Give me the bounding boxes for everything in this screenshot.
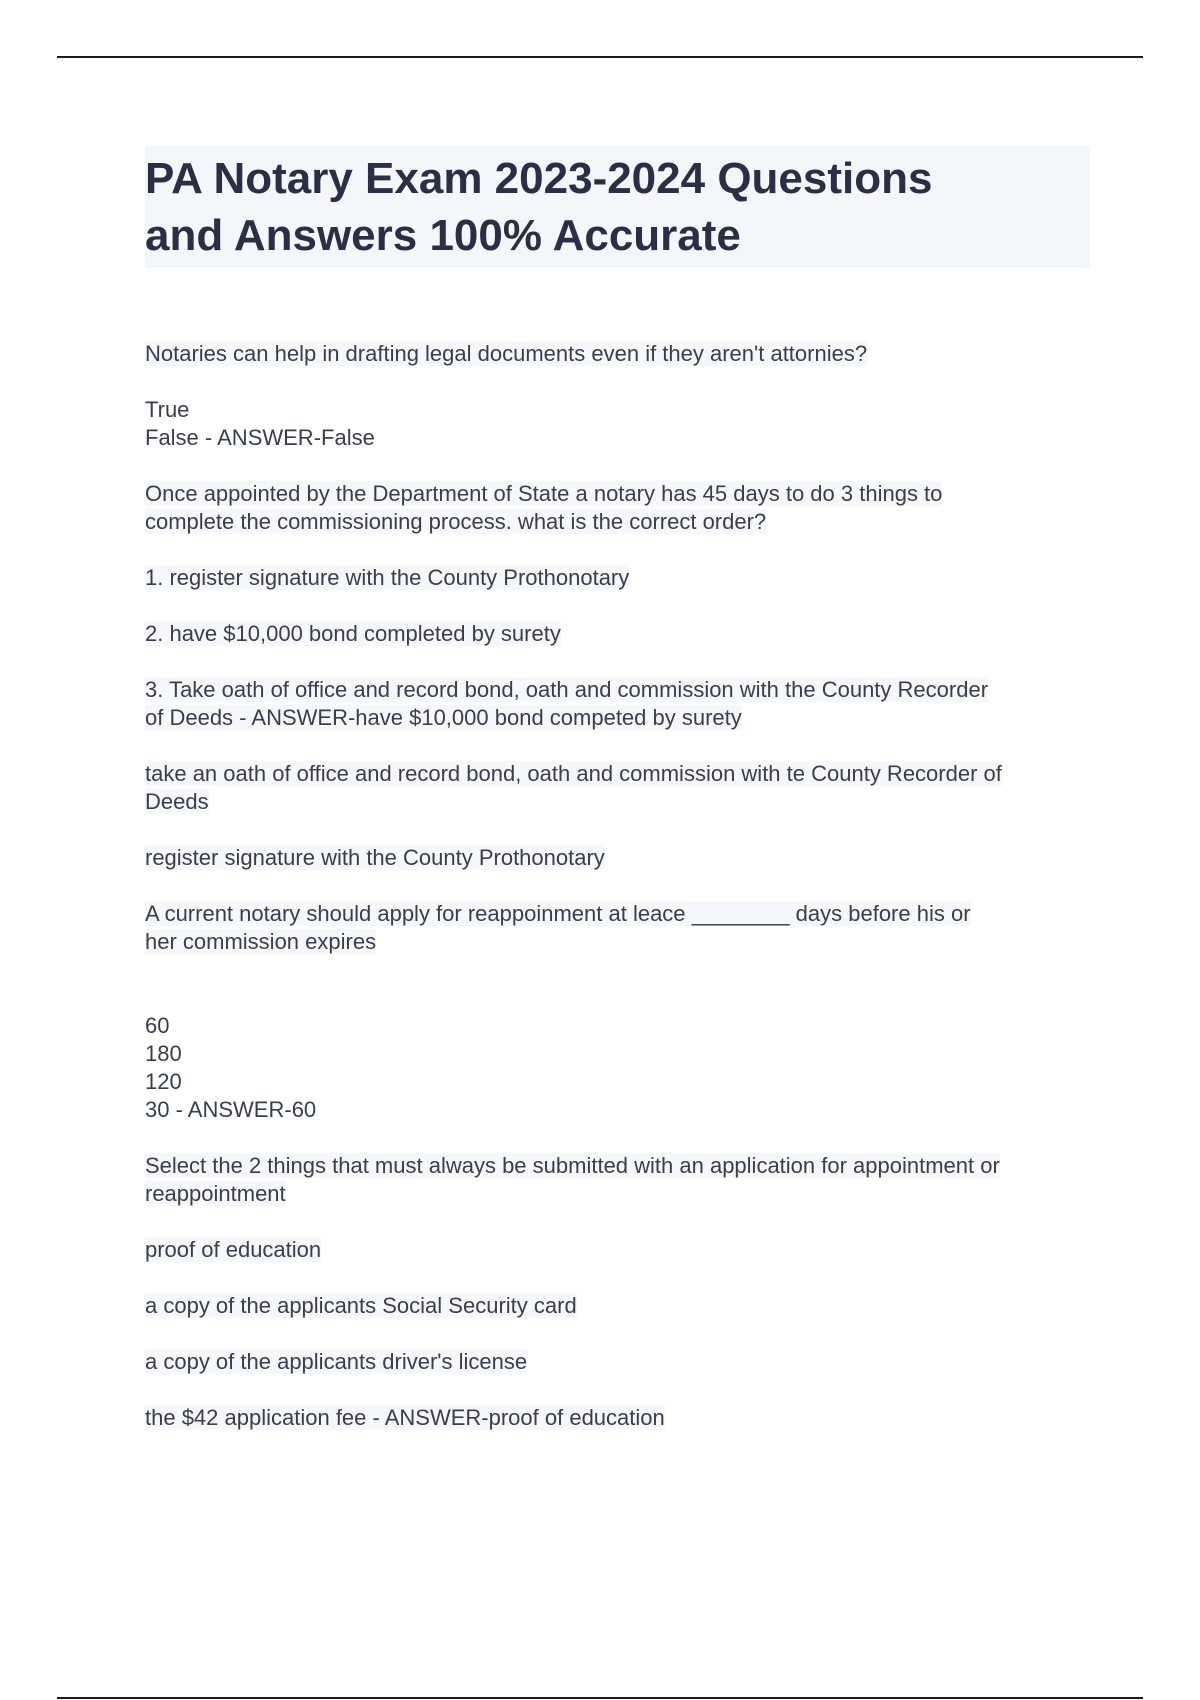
q3-option-2: 180 (145, 1041, 182, 1066)
q4-option-1: proof of education (145, 1237, 322, 1262)
q3-options (145, 1012, 1090, 1124)
q2-step-2: 2. have $10,000 bond completed by surety (145, 621, 561, 646)
title-line-2: and Answers 100% Accurate (145, 211, 741, 260)
q3-option-4: 30 - ANSWER-60 (145, 1097, 317, 1122)
document-title (145, 150, 1090, 264)
q3-option-3: 120 (145, 1069, 182, 1094)
bottom-rule (57, 1697, 1143, 1699)
q1-question: Notaries can help in drafting legal documents even if they aren't attornies? (145, 341, 868, 366)
q4-question: Select the 2 things that must always be submitted with an application for appointment or reappointment (145, 1153, 1000, 1206)
q2-step-3: 3. Take oath of office and record bond, oath and commission with the County Recorder of Deeds - ANSWER-have $10,000 bond competed by surety (145, 677, 989, 730)
q4-option-3: a copy of the applicants driver's license (145, 1349, 528, 1374)
q2-question: Once appointed by the Department of State a notary has 45 days to do 3 things to complete the commissioning process. what is the correct order? (145, 481, 943, 534)
q1-options (145, 396, 1090, 452)
q1-option-1: True (145, 397, 190, 422)
q3-option-1: 60 (145, 1013, 170, 1038)
top-rule (57, 56, 1143, 58)
q4-option-2: a copy of the applicants Social Security card (145, 1293, 577, 1318)
q3-question: A current notary should apply for reappoinment at leace ________ days before his or her commission expires (145, 901, 971, 954)
q2-step-1: 1. register signature with the County Prothonotary (145, 565, 630, 590)
q4-option-4: the $42 application fee - ANSWER-proof of education (145, 1405, 665, 1430)
q2-answer-2: take an oath of office and record bond, oath and commission with te County Recorder of Deeds (145, 761, 1002, 814)
title-block (145, 146, 1090, 268)
q1-option-2: False - ANSWER-False (145, 425, 375, 450)
q2-answer-3: register signature with the County Prothonotary (145, 845, 605, 870)
title-line-1: PA Notary Exam 2023-2024 Questions (145, 154, 933, 203)
document-body (145, 146, 1090, 1432)
